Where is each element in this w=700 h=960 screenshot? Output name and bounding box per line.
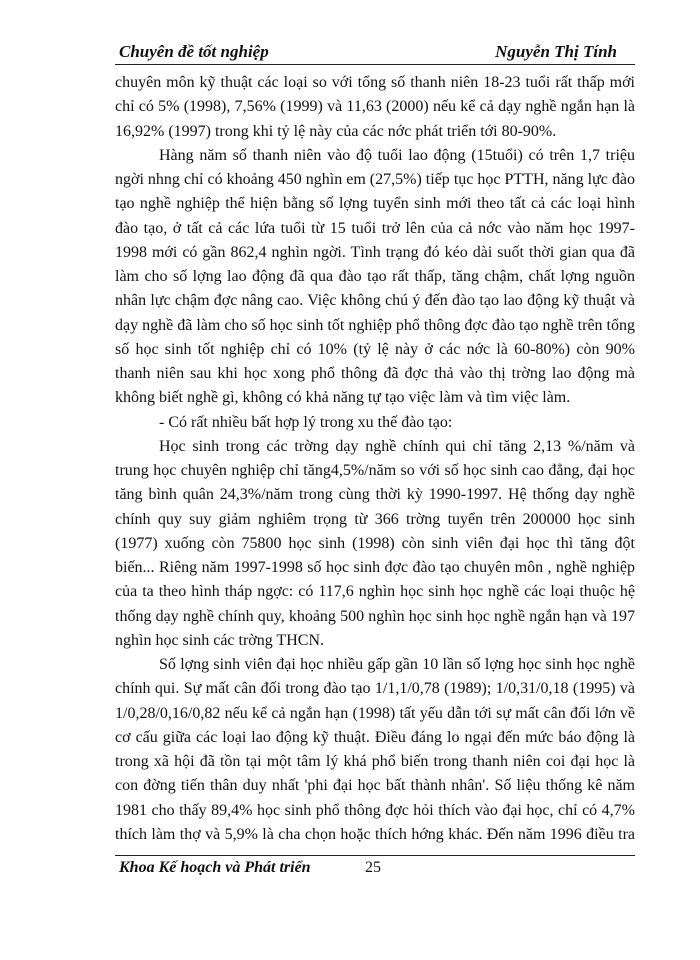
page-number: 25	[365, 859, 381, 876]
header-author: Nguyễn Thị Tính	[495, 42, 617, 61]
body-text	[115, 71, 635, 847]
page-footer	[115, 859, 635, 881]
footer-rule	[115, 855, 635, 856]
paragraph-2: Hàng năm số thanh niên vào độ tuổi lao động (15tuổi) có trên 1,7 triệu ngời nhng chỉ có khoảng 450 nghìn em (27,5%) tiếp tục học PTTH, năng lực đào tạo nghề nghiệp thể hiện bằng số lợng tuyển sinh mới theo tất cả các loại hình đào tạo, ở tất cả các lứa tuổi từ 15 tuổi trở lên của cả nớc vào năm học 1997-1998 mới có gần 862,4 nghìn ngời. Tình trạng đó kéo dài suốt thời gian qua đã làm cho số lợng lao động đã qua đào tạo rất thấp, tăng chậm, chất lợng nguồn nhân lực chậm đợc nâng cao. Việc không chú ý đến đào tạo lao động kỹ thuật và dạy nghề đã làm cho số học sinh tốt nghiệp phổ thông đợc đào tạo nghề trên tổng số học sinh tốt nghiệp chỉ có 10% (tỷ lệ này ở các nớc là 60-80%) còn 90% thanh niên sau khi học xong phổ thông đã đợc thả vào thị trờng lao động mà không biết nghề gì, không có khả năng tự tạo việc làm và tìm việc làm.	[115, 146, 635, 407]
paragraph-4: Học sinh trong các trờng dạy nghề chính qui chỉ tăng 2,13 %/năm và trung học chuyên nghiệp chỉ tăng4,5%/năm so với số học sinh cao đẳng, đại học tăng bình quân 24,3%/năm trong cùng thời kỳ 1990-1997. Hệ thống dạy nghề chính quy suy giảm nghiêm trọng từ 366 trờng tuyển trên 200000 học sinh (1977) xuống còn 75800 học sinh (1998) còn sinh viên đại học thì tăng đột biến... Riêng năm 1997-1998 số học sinh đợc đào tạo chuyên môn , nghề nghiệp của ta theo hình tháp ngợc: có 117,6 nghìn học sinh học nghề các loại thuộc hệ thống dạy nghề chính quy, khoảng 500 nghìn học sinh học nghề ngắn hạn và 197 nghìn học sinh các trờng THCN.	[115, 437, 635, 649]
header-title: Chuyên đề tốt nghiệp	[119, 42, 269, 61]
paragraph-5: Số lợng sinh viên đại học nhiều gấp gần 10 lần số lợng học sinh học nghề chính qui. Sự mất cân đối trong đào tạo 1/1,1/0,78 (1989); 1/0,31/0,18 (1995) và 1/0,28/0,16/0,82 nếu kể cả ngắn hạn (1998) tất yếu dẫn tới sự mất cân đối lớn về cơ cấu giữa các loại lao động kỹ thuật. Điều đáng lo ngại đến mức báo động là trong xã hội đã tồn tại một tâm lý khá phổ biến trong thanh niên coi đại học là con đờng tiến thân duy nhất 'phi đại học bất thành nhân'. Số liệu thống kê năm 1981 cho thấy 89,4% học sinh phổ thông đợc hỏi thích vào đại học, chỉ có 4,7% thích làm thợ và 5,9% là cha chọn hoặc thích hớng khác. Đến năm 1996 điều tra	[115, 656, 635, 843]
footer-department: Khoa Kế hoạch và Phát triển	[119, 859, 311, 876]
page-header	[115, 40, 635, 65]
paragraph-1: chuyên môn kỹ thuật các loại so với tổng số thanh niên 18-23 tuổi rất thấp mới chỉ có 5% (1998), 7,56% (1999) và 11,63 (2000) nếu kể cả dạy nghề ngắn hạn là 16,92% (1997) trong khi tỷ lệ này của các nớc phát triển tới 80-90%.	[115, 74, 635, 140]
paragraph-3: - Có rất nhiều bất hợp lý trong xu thế đào tạo:	[159, 413, 453, 431]
